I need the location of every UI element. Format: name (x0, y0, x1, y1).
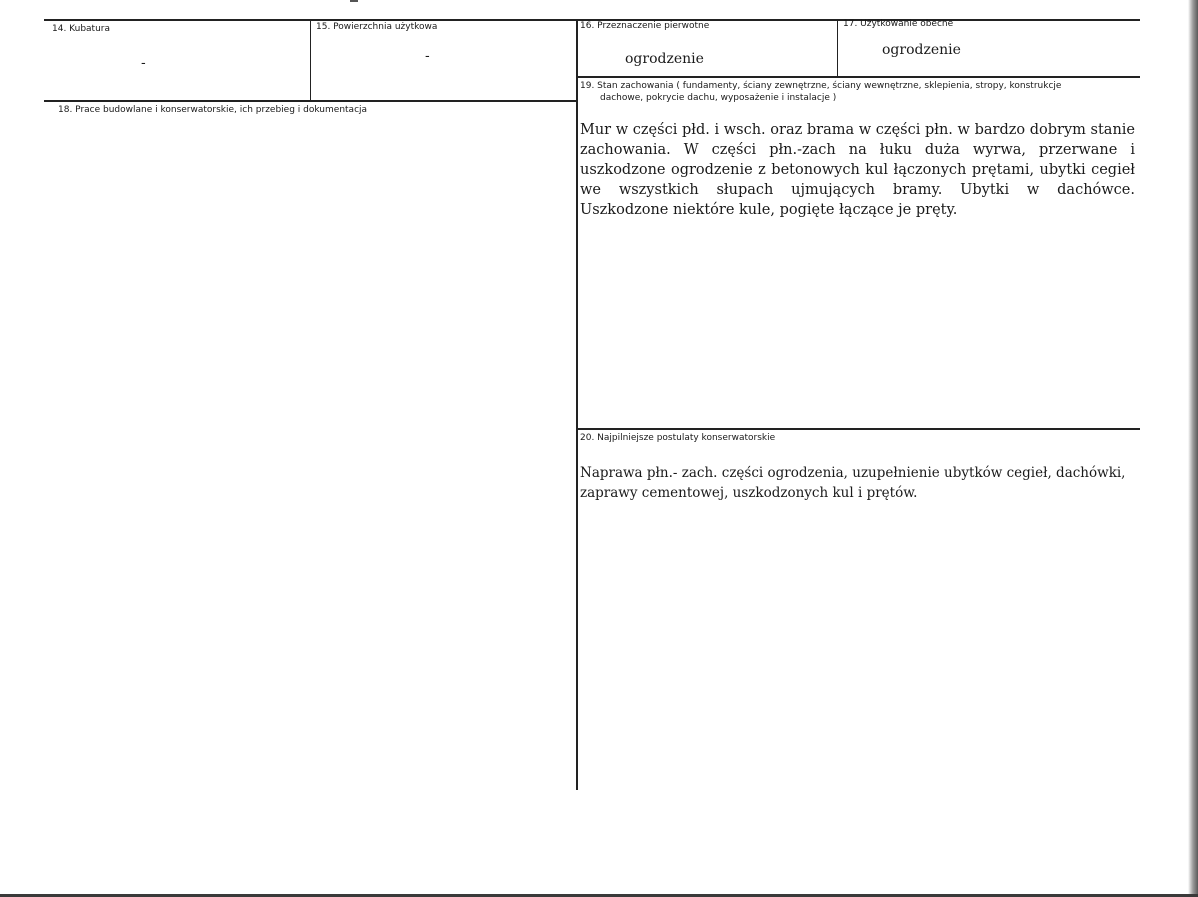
field-16-value: ogrodzenie (625, 51, 704, 67)
field-15-label: 15. Powierzchnia użytkowa (316, 22, 438, 32)
divider-main-column (576, 19, 578, 790)
field-14-label: 14. Kubatura (52, 24, 111, 34)
rule-under-f17 (577, 76, 1140, 78)
field-17-label: 17. Użytkowanie obecne (843, 19, 954, 29)
scan-artifact (350, 0, 358, 2)
field-16-label: 16. Przeznaczenie pierwotne (580, 21, 710, 31)
divider-f14-f15 (310, 19, 311, 101)
field-20-value-line1: Naprawa płn.- zach. części ogrodzenia, uzupełnienie ubytków cegieł, dachówki, (580, 465, 1126, 481)
rule-above-f20 (577, 428, 1140, 430)
field-14-value: - (141, 56, 146, 71)
field-20-value-line2: zaprawy cementowej, uszkodzonych kul i prętów. (580, 485, 918, 501)
field-20-label: 20. Najpilniejsze postulaty konserwatorskie (580, 433, 776, 443)
scan-edge-right (1188, 0, 1198, 897)
divider-f16-f17 (837, 19, 838, 77)
field-15-value: - (425, 49, 430, 64)
field-17-value: ogrodzenie (882, 42, 961, 58)
field-19-label-line2: dachowe, pokrycie dachu, wyposażenie i instalacje ) (600, 93, 837, 103)
field-18-label: 18. Prace budowlane i konserwatorskie, ich przebieg i dokumentacja (58, 105, 368, 115)
field-19-label-line1: 19. Stan zachowania ( fundamenty, ściany zewnętrzne, ściany wewnętrzne, sklepienia, stropy, konstrukcje (580, 81, 1062, 91)
field-19-value: Mur w części płd. i wsch. oraz brama w części płn. w bardzo dobrym stanie zachowania. W części płn.-zach na łuku duża wyrwa, przerwane i uszkodzone ogrodzenie z betonowych kul łączonych prętami, ubytki cegieł we wszystkich słupach ujmujących bramy. Ubytki w dachówce. Uszkodzone niektóre kule, pogięte łączące je pręty. (580, 122, 1135, 218)
